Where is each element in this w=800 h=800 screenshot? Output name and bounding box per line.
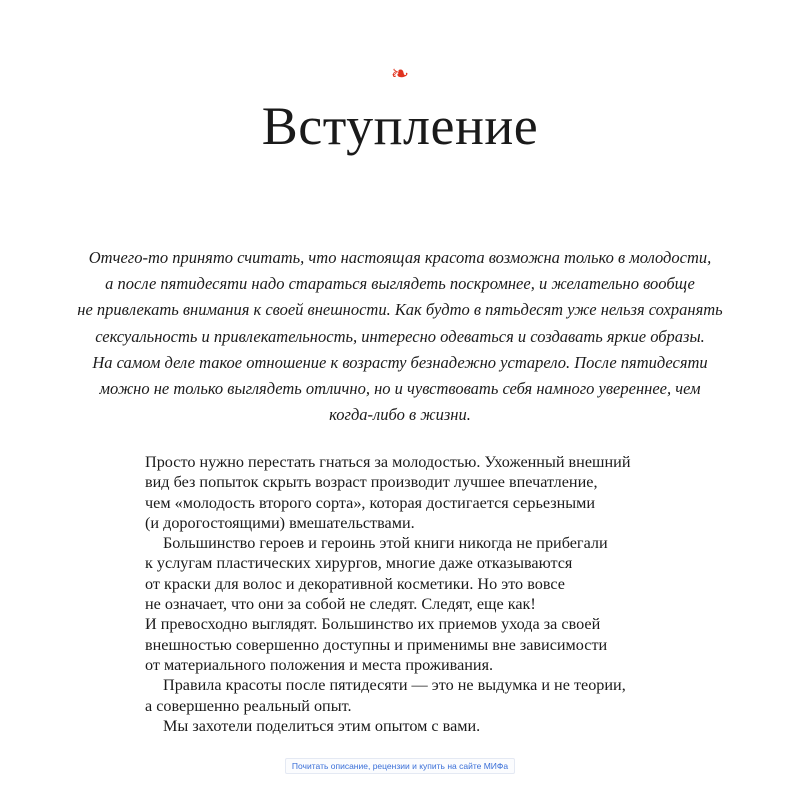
intro-line: сексуальность и привлекательность, интересно одеваться и создавать яркие образы.	[95, 326, 705, 346]
body-text	[145, 452, 685, 736]
body-line: Просто нужно перестать гнаться за молодостью. Ухоженный внешний	[145, 453, 631, 471]
body-line: Большинство героев и героинь этой книги никогда не прибегали	[163, 534, 608, 553]
body-line: не означает, что они за собой не следят. Следят, еще как!	[145, 595, 536, 614]
body-line: от краски для волос и декоративной косметики. Но это вовсе	[145, 574, 565, 593]
mif-store-link[interactable]: Почитать описание, рецензии и купить на сайте МИФа	[285, 758, 515, 774]
fleuron-ornament-icon: ❧	[390, 62, 410, 87]
body-line: а совершенно реальный опыт.	[145, 696, 352, 715]
body-line: И превосходно выглядят. Большинство их приемов ухода за своей	[145, 615, 601, 634]
body-line: от материального положения и места проживания.	[145, 655, 494, 674]
body-line: внешностью совершенно доступны и применимы вне зависимости	[145, 635, 608, 654]
intro-epigraph	[60, 245, 740, 428]
intro-line: а после пятидесяти надо стараться выглядеть поскромнее, и желательно вообще	[105, 274, 695, 294]
body-line: Мы захотели поделиться этим опытом с вами.	[163, 716, 481, 735]
intro-line: можно не только выглядеть отлично, но и чувствовать себя намного увереннее, чем	[99, 379, 701, 399]
body-line: вид без попыток скрыть возраст производит лучшее впечатление,	[145, 473, 598, 492]
footer	[0, 758, 800, 774]
intro-line: На самом деле такое отношение к возрасту безнадежно устарело. После пятидесяти	[92, 352, 708, 372]
body-line: к услугам пластических хирургов, многие даже отказываются	[145, 554, 573, 573]
body-line: Правила красоты после пятидесяти — это не выдумка и не теории,	[163, 676, 626, 695]
body-line: (и дорогостоящими) вмешательствами.	[145, 513, 415, 532]
intro-line: не привлекать внимания к своей внешности. Как будто в пятьдесят уже нельзя сохранять	[77, 300, 723, 320]
intro-line: Отчего-то принято считать, что настоящая красота возможна только в молодости,	[88, 248, 712, 267]
body-line: чем «молодость второго сорта», которая достигается серьезными	[145, 493, 596, 512]
intro-line: когда-либо в жизни.	[329, 405, 471, 425]
chapter-title: Вступление	[261, 96, 539, 156]
